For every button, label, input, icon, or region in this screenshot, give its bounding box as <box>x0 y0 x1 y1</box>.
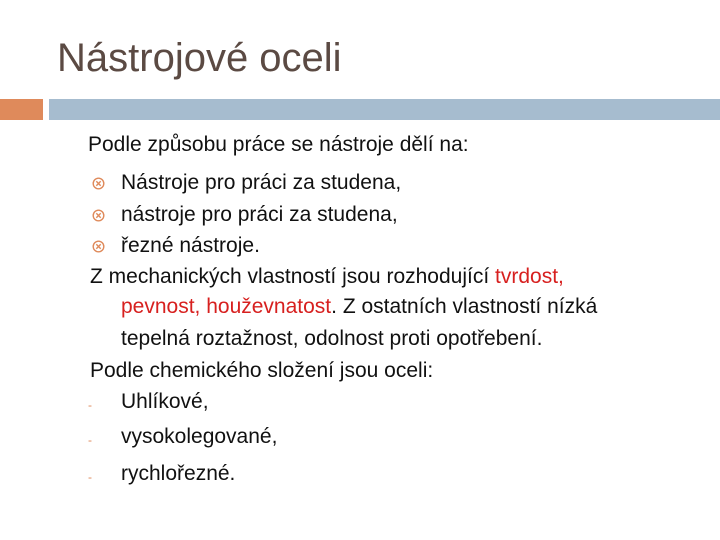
mech-intro: Z mechanických vlastností jsou rozhodující <box>90 265 496 288</box>
mech-highlight-strength: pevnost, houževnatost <box>121 295 332 318</box>
list-item: nástroje pro práci za studena, <box>121 203 398 226</box>
mech-line-3: tepelná roztažnost, odolnost proti opotřebení. <box>121 327 543 350</box>
title-accent-bar <box>0 99 43 120</box>
chem-intro: Podle chemického složení jsou oceli: <box>90 359 434 382</box>
mech-rest: . Z ostatních vlastností nízká <box>331 295 598 318</box>
dash-bullet: - <box>88 398 92 412</box>
mech-line-2 <box>121 292 597 322</box>
list-item: rychlořezné. <box>121 462 236 485</box>
list-item: Nástroje pro práci za studena, <box>121 171 402 194</box>
intro-text: Podle způsobu práce se nástroje dělí na: <box>88 133 469 156</box>
circled-x-icon <box>92 209 105 222</box>
dash-bullet: - <box>88 433 92 447</box>
list-item: Uhlíkové, <box>121 390 209 413</box>
circled-x-icon <box>92 177 105 190</box>
list-item: vysokolegované, <box>121 425 278 448</box>
mech-highlight-hardness: tvrdost, <box>495 265 564 288</box>
dash-bullet: - <box>88 470 92 484</box>
mech-line-1 <box>90 262 564 292</box>
title-divider-bar <box>49 99 720 120</box>
circled-x-icon <box>92 240 105 253</box>
slide-title: Nástrojové oceli <box>57 36 342 80</box>
list-item: řezné nástroje. <box>121 234 260 257</box>
